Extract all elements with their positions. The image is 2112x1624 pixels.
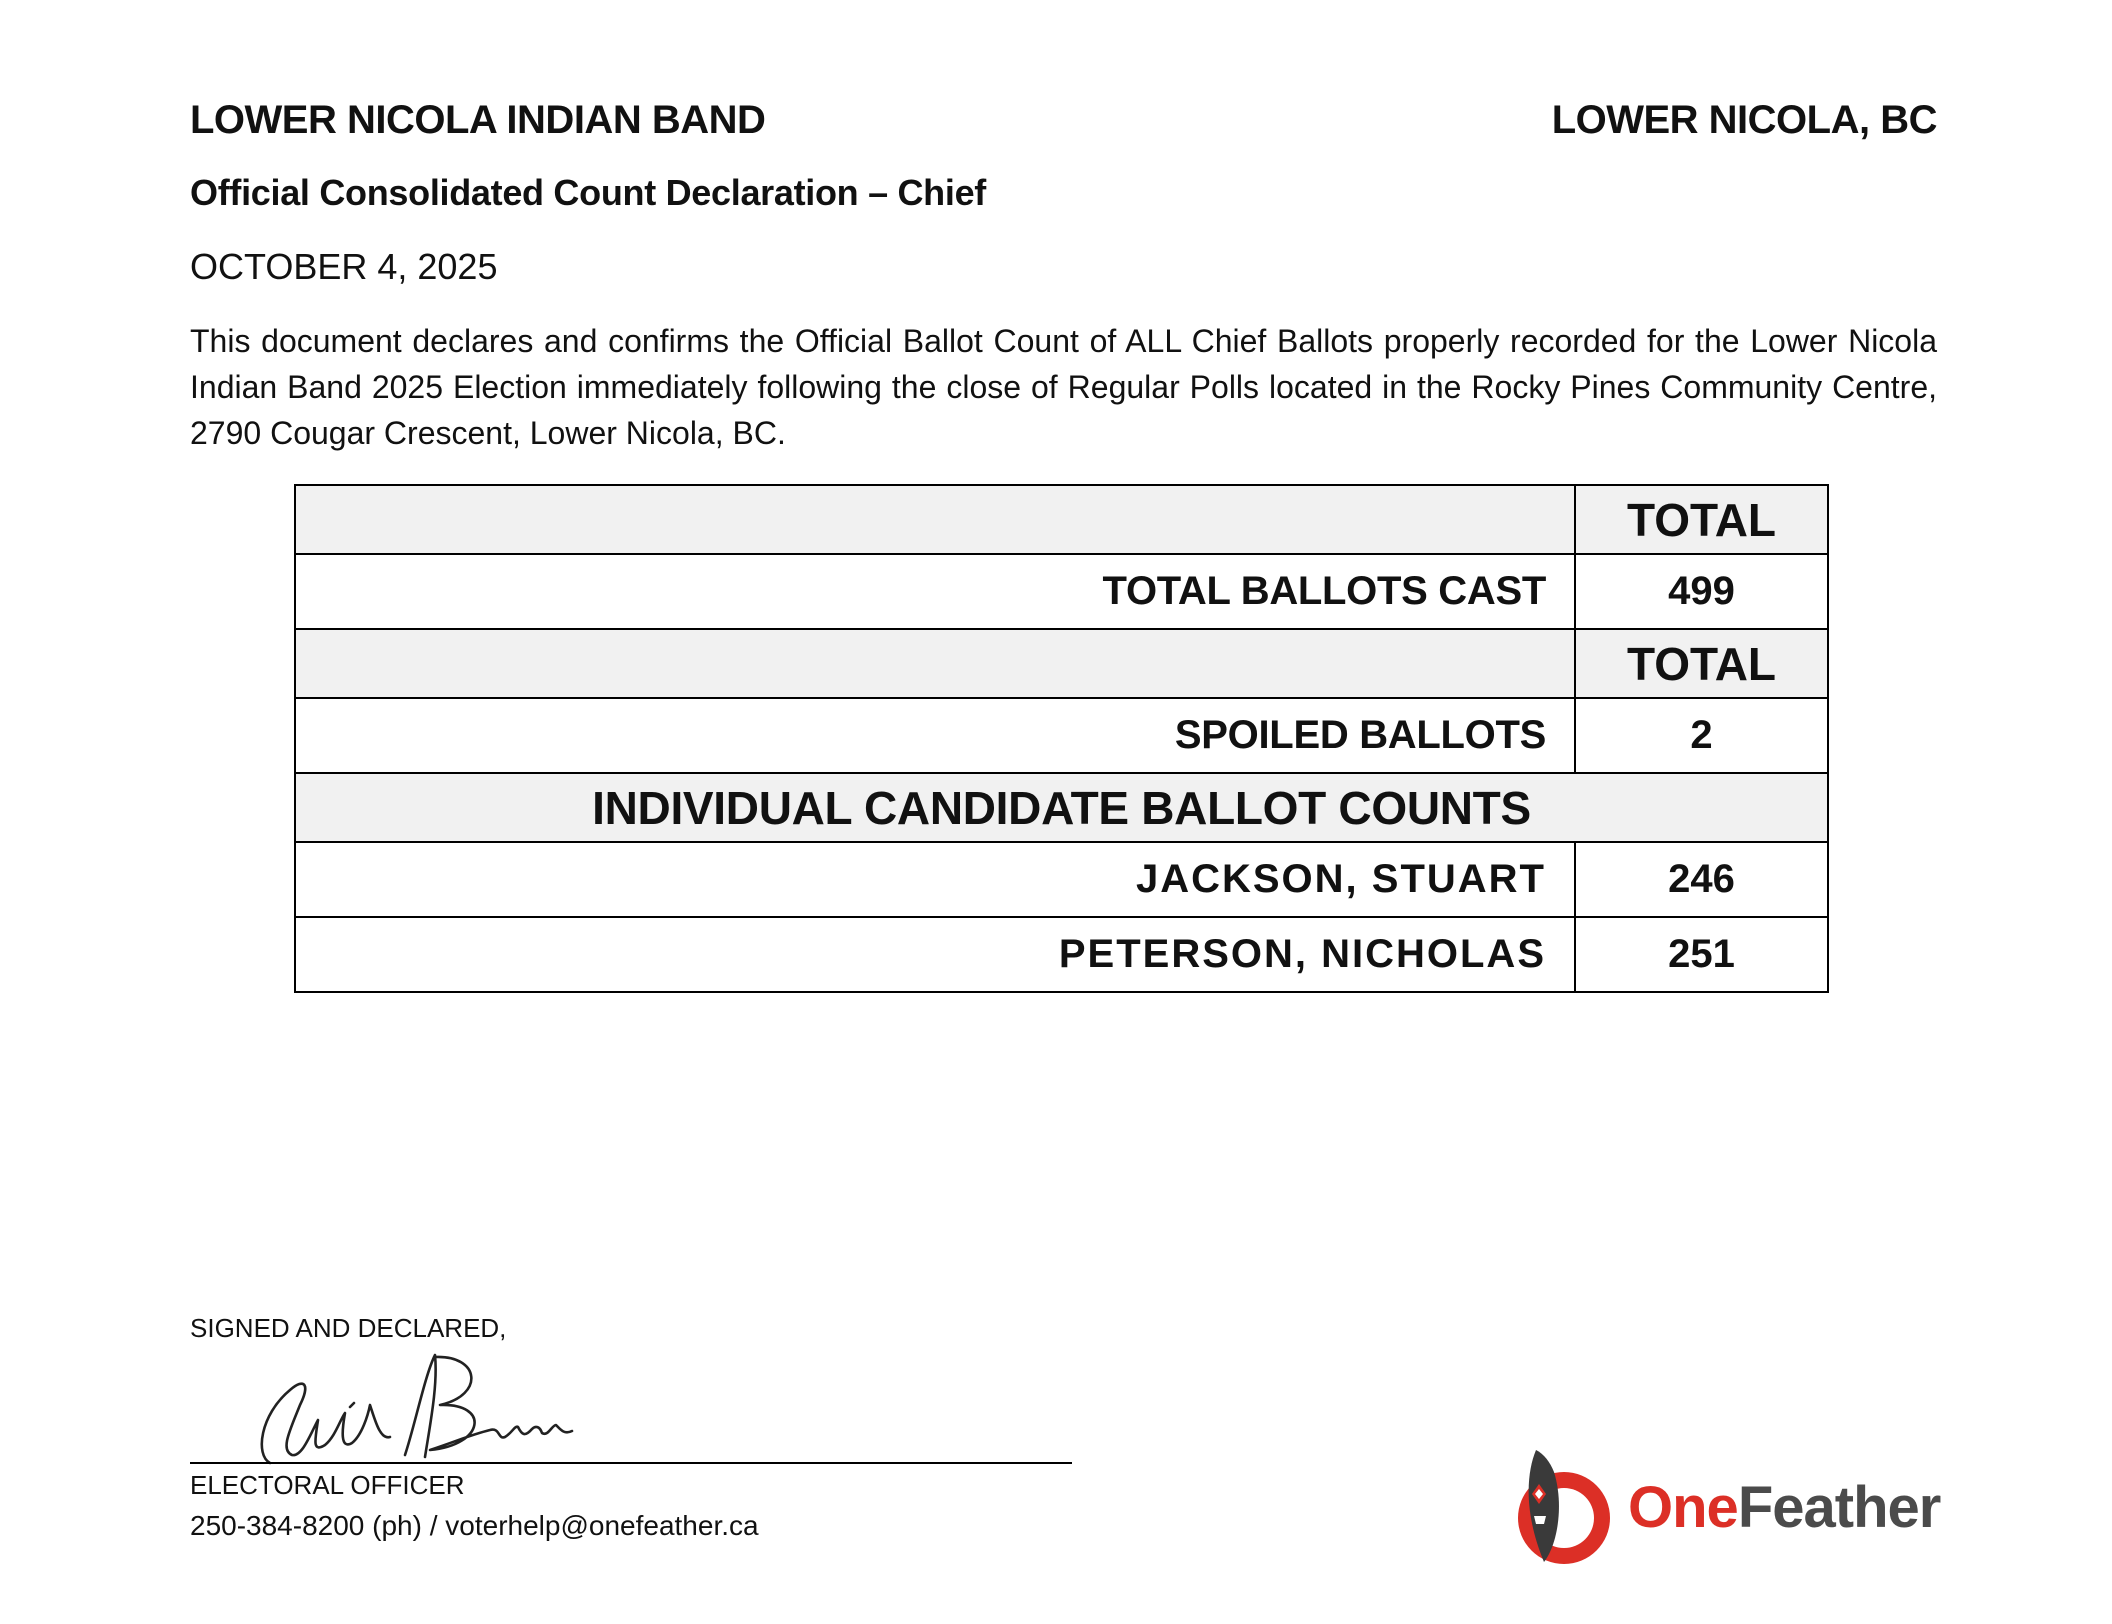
spoiled-ballots-value: 2 (1575, 698, 1828, 773)
total-header-cell: TOTAL (1575, 629, 1828, 698)
feather-icon (1506, 1444, 1614, 1572)
officer-title: ELECTORAL OFFICER (190, 1470, 465, 1500)
signature-line (190, 1462, 1072, 1464)
header-blank-cell (295, 629, 1575, 698)
table-row (295, 698, 1828, 773)
ballot-count-table (294, 484, 1829, 993)
candidate-name: PETERSON, NICHOLAS (295, 917, 1575, 992)
table-header-row (295, 485, 1828, 554)
logo-wordmark (1628, 1474, 1940, 1541)
contact-info: 250-384-8200 (ph) / voterhelp@onefeather.ca (190, 1510, 759, 1541)
spoiled-ballots-label: SPOILED BALLOTS (295, 698, 1575, 773)
declaration-paragraph: This document declares and confirms the Official Ballot Count of ALL Chief Ballots properly recorded for the Lower Nicola Indian Band 2025 Election immediately following the close of Regular Polls located in the Rocky Pines Community Centre, 2790 Cougar Crescent, Lower Nicola, BC. (190, 323, 1937, 451)
location: LOWER NICOLA, BC (1551, 98, 1937, 142)
signed-declared-text: SIGNED AND DECLARED, (190, 1313, 507, 1343)
document-date: OCTOBER 4, 2025 (190, 246, 498, 287)
logo-text-one: One (1628, 1475, 1738, 1540)
total-header-cell: TOTAL (1575, 485, 1828, 554)
candidate-name: JACKSON, STUART (295, 842, 1575, 917)
ballots-cast-label: TOTAL BALLOTS CAST (295, 554, 1575, 629)
header-blank-cell (295, 485, 1575, 554)
onefeather-logo (1506, 1444, 1946, 1574)
candidate-row (295, 917, 1828, 992)
signature (230, 1345, 690, 1470)
organization-name: LOWER NICOLA INDIAN BAND (190, 98, 766, 142)
table-row (295, 554, 1828, 629)
logo-text-feather: Feather (1737, 1475, 1941, 1540)
section-header-row (295, 773, 1828, 842)
document-subtitle: Official Consolidated Count Declaration – Chief (190, 172, 986, 213)
candidate-row (295, 842, 1828, 917)
table-header-row (295, 629, 1828, 698)
candidate-votes: 246 (1575, 842, 1828, 917)
ballots-cast-value: 499 (1575, 554, 1828, 629)
candidate-votes: 251 (1575, 917, 1828, 992)
candidate-counts-title: INDIVIDUAL CANDIDATE BALLOT COUNTS (295, 773, 1828, 842)
